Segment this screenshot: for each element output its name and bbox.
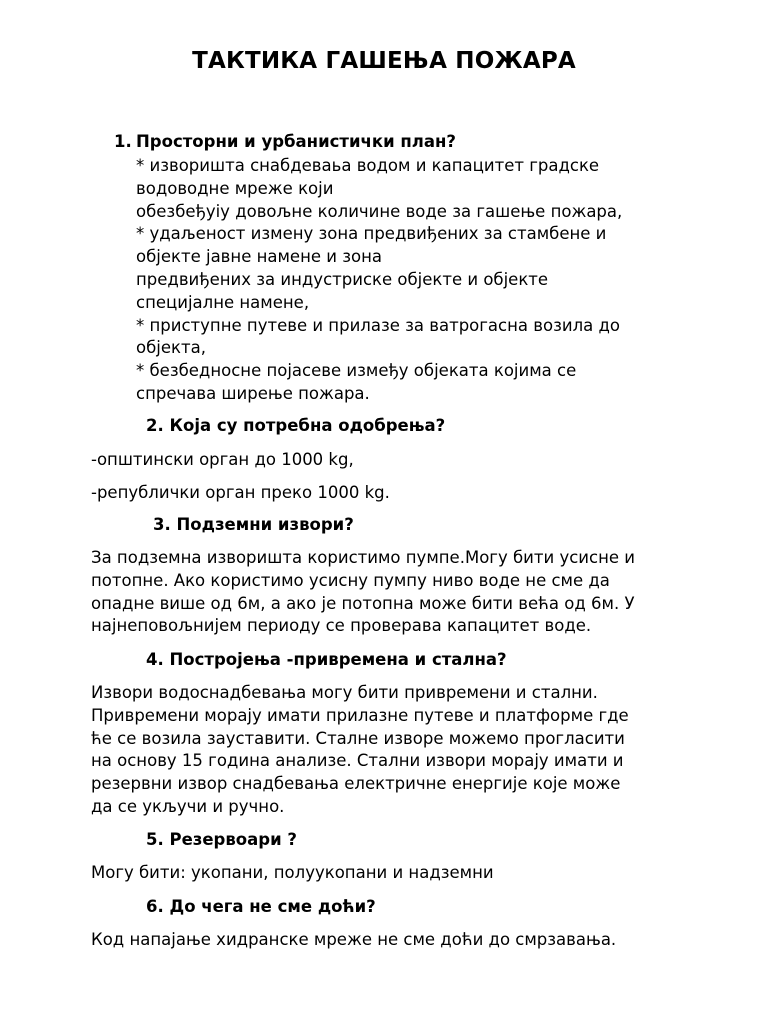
q6-heading: 6. До чега не сме доћи? <box>146 897 376 916</box>
q5-heading: 5. Резервоари ? <box>146 830 297 849</box>
q1-line: специјалне намене, <box>136 292 310 312</box>
q4-paragraph <box>91 682 629 819</box>
q6-paragraph <box>91 929 616 952</box>
q3-line: најнеповољнијем периоду се проверава капацитет воде. <box>91 616 592 636</box>
q4-line: ће се возила зауставити. Сталне изворе можемо прогласити <box>91 728 625 748</box>
q1-line: * удаљеност измену зона предвиђених за стамбене и <box>136 224 607 244</box>
q2-heading: 2. Која су потребна одобрења? <box>146 416 446 435</box>
q4-heading: 4. Постројења -привремена и стална? <box>146 650 507 669</box>
q2-line: -републички орган преко 1000 kg. <box>91 483 390 502</box>
q1-body <box>136 155 676 406</box>
q4-line: Извори водоснадбевања могу бити привремени и стални. <box>91 683 598 702</box>
q2-paragraph-2 <box>91 482 390 505</box>
q4-line: резервни извор снадбевања електричне енергије које може <box>91 774 621 794</box>
q5-line: Могу бити: укопани, полуукопани и надземни <box>91 863 494 882</box>
q1-line: спречава ширење пожара. <box>136 383 370 403</box>
q3-line: За подземна изворишта користимо пумпе.Могу бити усисне и <box>91 548 635 567</box>
q3-heading: 3. Подземни извори? <box>153 515 354 534</box>
q1-line: водоводне мреже који <box>136 178 334 198</box>
q2-paragraph-1 <box>91 449 354 472</box>
q6-line: Код напајање хидранске мреже не сме доћи до смрзавања. <box>91 930 617 949</box>
q1-line: објекта, <box>136 338 206 358</box>
q1-line: објекте јавне намене и зона <box>136 247 383 267</box>
q1-line: * безбедносне појасеве између објеката којима се <box>136 361 577 381</box>
q1-line: предвиђених за индустриске објекте и објекте <box>136 269 549 289</box>
q1-line: * приступне путеве и прилазе за ватрогасна возила до <box>136 315 620 335</box>
q1-heading: Просторни и урбанистички план? <box>136 132 456 151</box>
q1-number: 1. <box>114 132 132 151</box>
q4-line: на основу 15 година анализе. Стални извори морају имати и <box>91 751 624 771</box>
q3-line: потопне. Ако користимо усисну пумпу ниво воде не сме да <box>91 570 610 590</box>
q1-line: обезбеђуіу довољне количине воде за гашење пожара, <box>136 201 623 221</box>
q1-line: * изворишта снабдеваьа водом и капацитет градске <box>136 156 600 175</box>
q3-line: опадне више од 6м, а ако је потопна може бити већа од 6м. У <box>91 593 635 613</box>
document-title: ТАКТИКА ГАШЕЊА ПОЖАРА <box>192 48 576 74</box>
q3-paragraph <box>91 547 635 638</box>
q5-paragraph <box>91 862 494 885</box>
q4-line: Привремени морају имати прилазне путеве и платформе где <box>91 705 629 725</box>
q4-line: да се укључи и ручно. <box>91 796 285 816</box>
q2-line: -општински орган до 1000 kg, <box>91 450 354 469</box>
